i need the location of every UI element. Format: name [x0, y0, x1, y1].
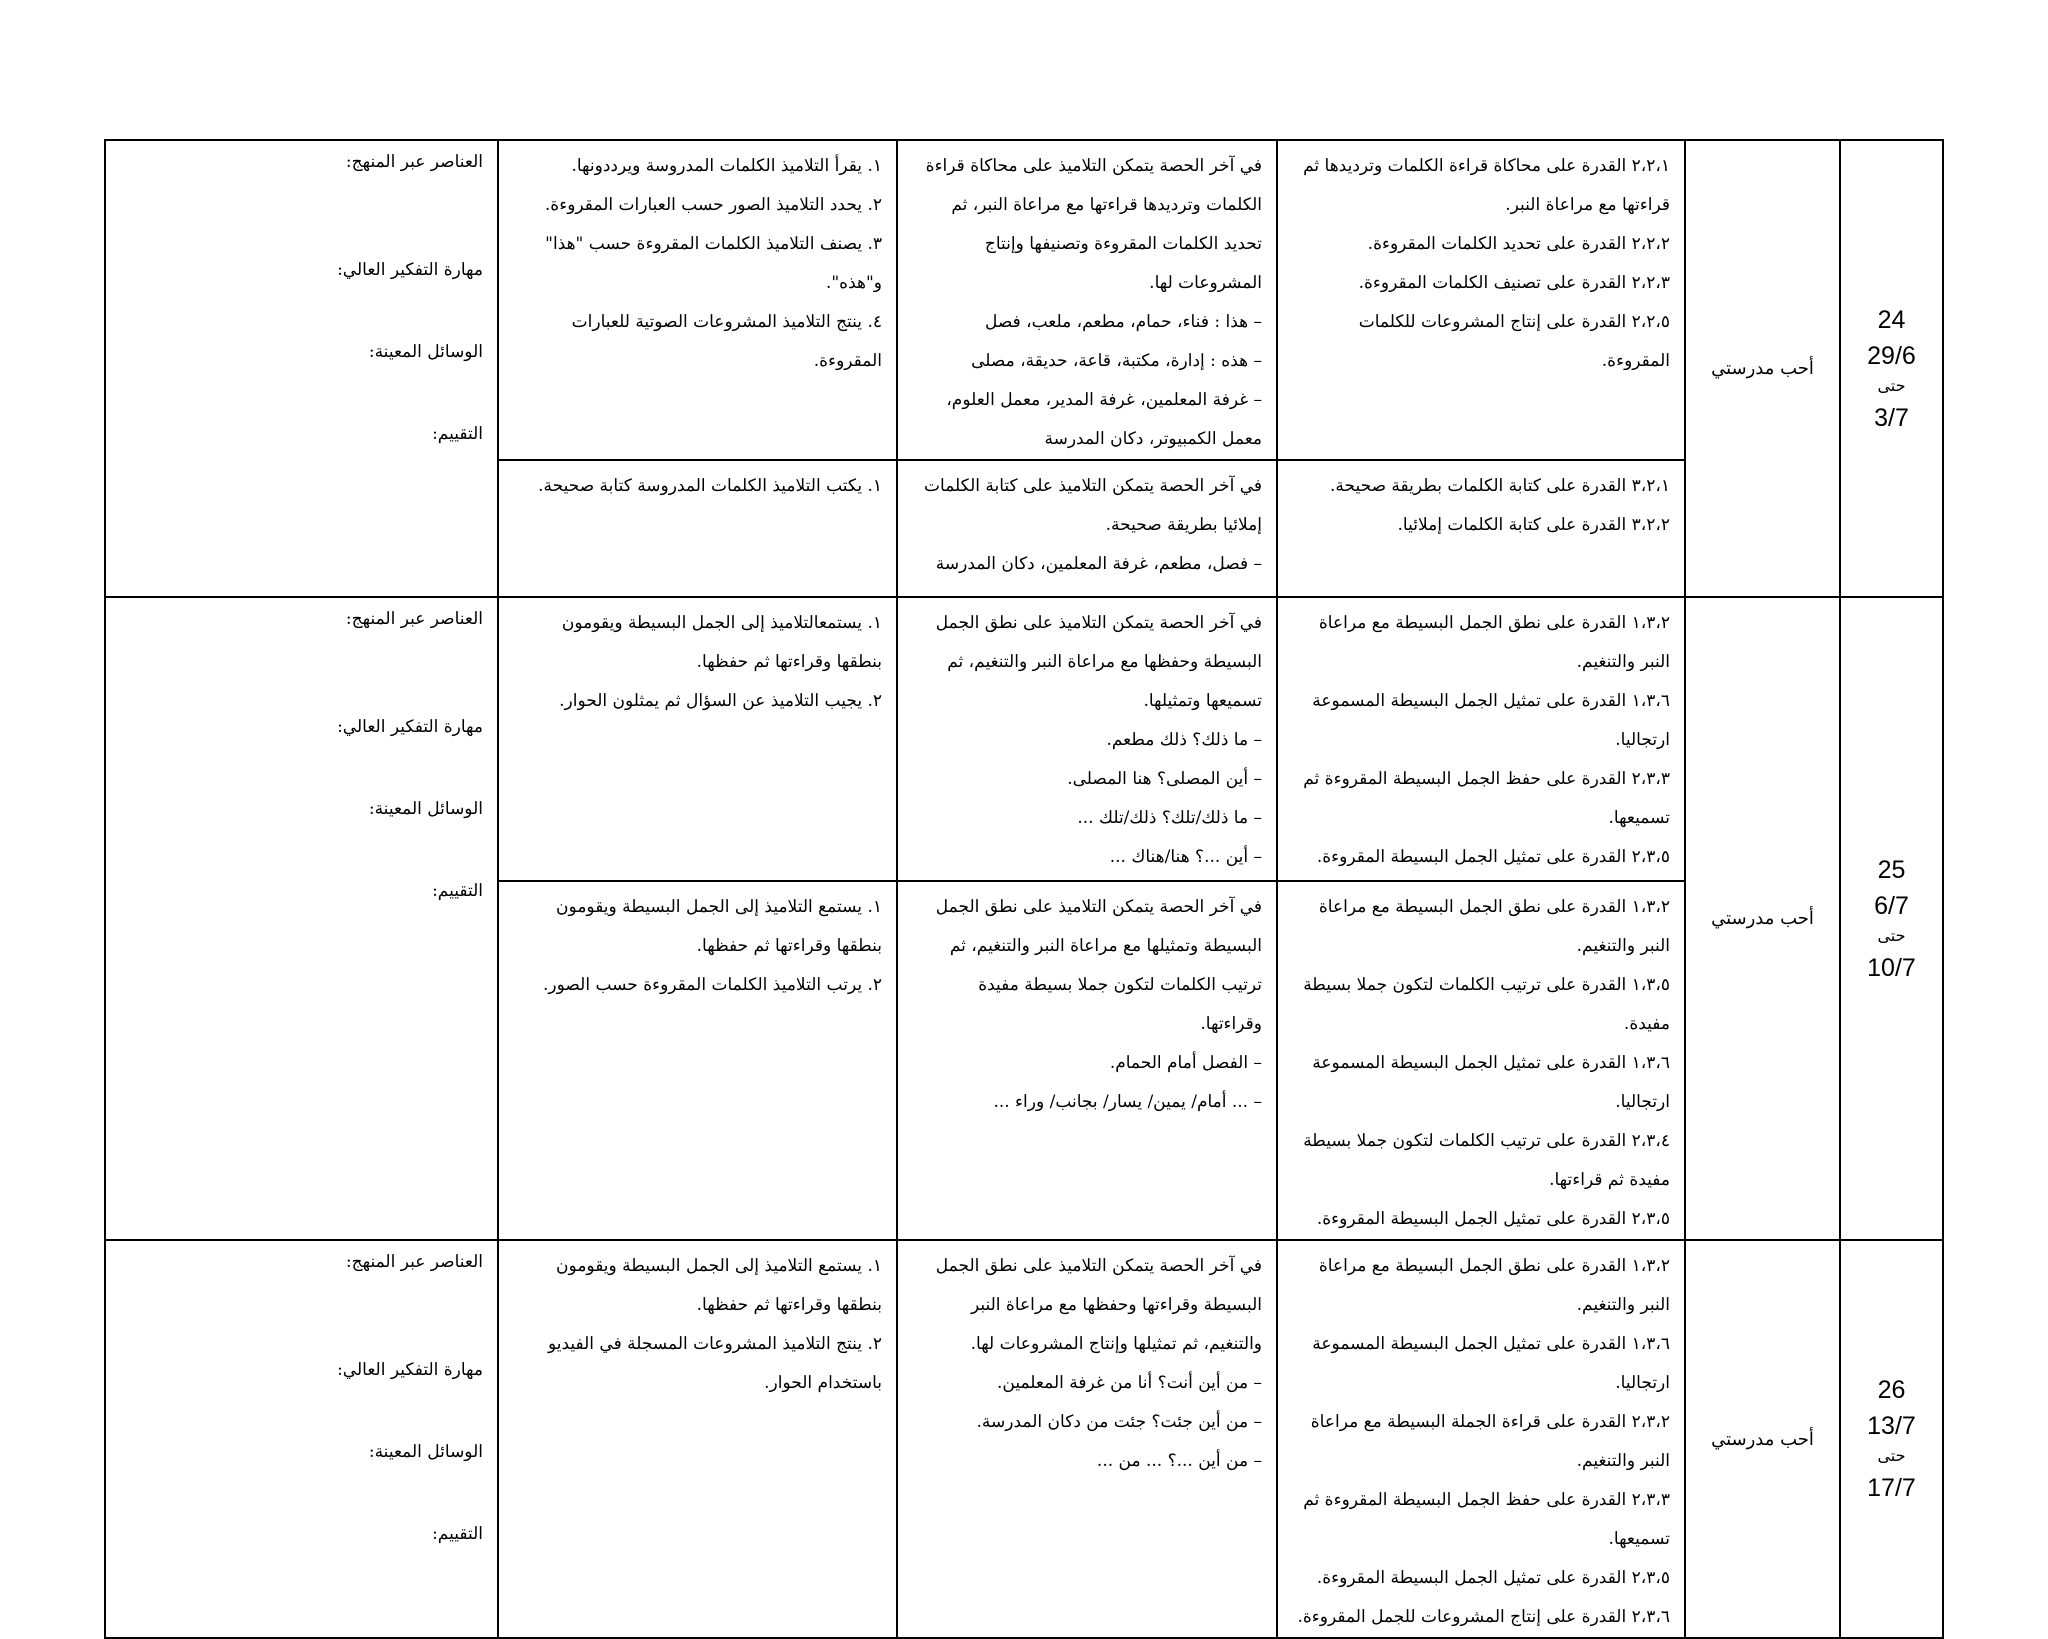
- notes-cell: [105, 140, 498, 597]
- objective-item: – هذا : فناء، حمام، مطعم، ملعب، فصل: [984, 312, 1262, 332]
- standard-item: ٢،٣،٥ القدرة على تمثيل الجمل البسيطة المقروءة.: [1316, 847, 1670, 867]
- week-number: 26: [1877, 1376, 1906, 1404]
- activity-item: ١. يقرأ التلاميذ الكلمات المدروسة ويرددونها.: [571, 156, 882, 176]
- standard-item: ١،٣،٦ القدرة على تمثيل الجمل البسيطة المسموعة ارتجاليا.: [1312, 691, 1670, 750]
- theme-title: أحب مدرستي: [1711, 908, 1814, 929]
- lesson-plan-body: [105, 140, 1943, 1638]
- standard-item: ٢،٣،٤ القدرة على ترتيب الكلمات لتكون جملا بسيطة مفيدة ثم قراءتها.: [1303, 1131, 1670, 1190]
- activity-item: ١. يستمع التلاميذ إلى الجمل البسيطة ويقومون بنطقها وقراءتها ثم حفظها.: [556, 1256, 882, 1315]
- objective-item: – ما ذلك؟ ذلك مطعم.: [1106, 730, 1262, 750]
- standard-item: ١،٣،٢ القدرة على نطق الجمل البسيطة مع مراعاة النبر والتنغيم.: [1318, 613, 1670, 672]
- cross-curricular-label: العناصر عبر المنهج:: [345, 609, 483, 629]
- theme-cell: [1685, 597, 1840, 1240]
- standard-item: ١،٣،٢ القدرة على نطق الجمل البسيطة مع مراعاة النبر والتنغيم.: [1318, 897, 1670, 956]
- standards-cell: [1277, 881, 1685, 1240]
- standard-item: ٢،٣،٦ القدرة على إنتاج المشروعات للجمل المقروءة.: [1297, 1607, 1670, 1627]
- standard-item: ٢،٢،٣ القدرة على تصنيف الكلمات المقروءة.: [1358, 273, 1670, 293]
- theme-cell: [1685, 1240, 1840, 1638]
- activity-item: ١. يستمعالتلاميذ إلى الجمل البسيطة ويقومون بنطقها وقراءتها ثم حفظها.: [561, 613, 882, 672]
- teaching-aids-label: الوسائل المعينة:: [368, 342, 483, 362]
- objective-item: – أين ...؟ هنا/هناك ...: [1109, 847, 1262, 867]
- week-cell: [1840, 597, 1943, 1240]
- assessment-label: التقييم:: [432, 424, 483, 444]
- week-start-date: 29/6: [1867, 341, 1916, 370]
- standards-cell: [1277, 140, 1685, 460]
- activity-item: ٢. يحدد التلاميذ الصور حسب العبارات المقروءة.: [544, 195, 882, 215]
- week-start-date: 6/7: [1874, 891, 1909, 920]
- lesson-plan-table: [104, 139, 1944, 1639]
- objective-item: – هذه : إدارة، مكتبة، قاعة، حديقة، مصلى: [971, 351, 1262, 371]
- week-number: 24: [1877, 305, 1906, 334]
- notes-cell: [105, 597, 498, 1240]
- activity-item: ٤. ينتج التلاميذ المشروعات الصوتية للعبارات المقروءة.: [571, 312, 882, 371]
- week-3-row-1: [105, 1240, 1943, 1638]
- standard-item: ٢،٣،٣ القدرة على حفظ الجمل البسيطة المقروءة ثم تسميعها.: [1303, 1490, 1670, 1549]
- standard-item: ٢،٢،٢ القدرة على تحديد الكلمات المقروءة.: [1367, 234, 1670, 254]
- standard-item: ٢،٣،٢ القدرة على قراءة الجملة البسيطة مع مراعاة النبر والتنغيم.: [1310, 1412, 1670, 1471]
- assessment-label: التقييم:: [432, 881, 483, 901]
- activity-item: ٢. ينتج التلاميذ المشروعات المسجلة في الفيديو باستخدام الحوار.: [547, 1334, 882, 1393]
- activity-item: ٢. يجيب التلاميذ عن السؤال ثم يمثلون الحوار.: [559, 691, 882, 711]
- objective-item: – فصل، مطعم، غرفة المعلمين، دكان المدرسة: [935, 554, 1262, 574]
- activities-cell: [498, 140, 897, 460]
- week-cell: [1840, 1240, 1943, 1638]
- objective-item: في آخر الحصة يتمكن التلاميذ على نطق الجمل البسيطة وتمثيلها مع مراعاة النبر والتنغيم، ثم ترتيب الكلمات لتكون جملا بسيطة مفيدة وقراءتها.: [935, 897, 1262, 1034]
- objective-item: – غرفة المعلمين، غرفة المدير، معمل العلوم، معمل الكمبيوتر، دكان المدرسة: [946, 390, 1262, 449]
- standard-item: ١،٣،٥ القدرة على ترتيب الكلمات لتكون جملا بسيطة مفيدة.: [1303, 975, 1670, 1034]
- objectives-cell: [897, 140, 1277, 460]
- teaching-aids-label: الوسائل المعينة:: [368, 799, 483, 819]
- week-until-label: حتى: [1877, 1448, 1906, 1465]
- cross-curricular-label: العناصر عبر المنهج:: [345, 1252, 483, 1272]
- objective-item: – أين المصلى؟ هنا المصلى.: [1067, 769, 1262, 789]
- objective-item: في آخر الحصة يتمكن التلاميذ على محاكاة قراءة الكلمات وترديدها قراءتها مع مراعاة النبر، ثم تحديد الكلمات المقروءة وتصنيفها وإنتاج المشروعات لها.: [925, 156, 1262, 293]
- standard-item: ٢،٢،١ القدرة على محاكاة قراءة الكلمات وترديدها ثم قراءتها مع مراعاة النبر.: [1303, 156, 1670, 215]
- objective-item: – ما ذلك/تلك؟ ذلك/تلك ...: [1077, 808, 1262, 828]
- activities-cell: [498, 460, 897, 597]
- theme-cell: [1685, 140, 1840, 597]
- standard-item: ٣،٢،١ القدرة على كتابة الكلمات بطريقة صحيحة.: [1330, 476, 1670, 496]
- objective-item: – من أين جئت؟ جئت من دكان المدرسة.: [976, 1412, 1262, 1432]
- week-until-label: حتى: [1877, 377, 1906, 395]
- objective-item: – من أين أنت؟ أنا من غرفة المعلمين.: [997, 1373, 1262, 1393]
- objective-item: – من أين ...؟ ... من ...: [1096, 1451, 1262, 1471]
- theme-title: أحب مدرستي: [1711, 358, 1814, 379]
- objectives-cell: [897, 597, 1277, 881]
- objectives-cell: [897, 460, 1277, 597]
- standard-item: ٢،٣،٣ القدرة على حفظ الجمل البسيطة المقروءة ثم تسميعها.: [1303, 769, 1670, 828]
- assessment-label: التقييم:: [432, 1524, 483, 1544]
- theme-title: أحب مدرستي: [1711, 1428, 1814, 1450]
- activity-item: ٣. يصنف التلاميذ الكلمات المقروءة حسب "هذا" و"هذه".: [545, 234, 882, 293]
- higher-thinking-label: مهارة التفكير العالي:: [337, 260, 483, 280]
- objectives-cell: [897, 881, 1277, 1240]
- objective-item: – ... أمام/ يمين/ يسار/ بجانب/ وراء ...: [993, 1092, 1262, 1112]
- activity-item: ١. يستمع التلاميذ إلى الجمل البسيطة ويقومون بنطقها وقراءتها ثم حفظها.: [556, 897, 882, 956]
- objective-item: – الفصل أمام الحمام.: [1109, 1053, 1262, 1073]
- activities-cell: [498, 881, 897, 1240]
- week-until-label: حتى: [1877, 927, 1906, 945]
- week-end-date: 3/7: [1874, 403, 1909, 432]
- week-end-date: 17/7: [1867, 1474, 1916, 1502]
- week-2-row-1: [105, 597, 1943, 881]
- standard-item: ٣،٢،٢ القدرة على كتابة الكلمات إملائيا.: [1397, 515, 1670, 535]
- standard-item: ١،٣،٢ القدرة على نطق الجمل البسيطة مع مراعاة النبر والتنغيم.: [1318, 1256, 1670, 1315]
- standard-item: ١،٣،٦ القدرة على تمثيل الجمل البسيطة المسموعة ارتجاليا.: [1312, 1334, 1670, 1393]
- notes-cell: [105, 1240, 498, 1638]
- standards-cell: [1277, 460, 1685, 597]
- objective-item: في آخر الحصة يتمكن التلاميذ على نطق الجمل البسيطة وقراءتها وحفظها مع مراعاة النبر والتنغيم، ثم تمثيلها وإنتاج المشروعات لها.: [935, 1256, 1262, 1354]
- cross-curricular-label: العناصر عبر المنهج:: [345, 152, 483, 172]
- week-number: 25: [1877, 855, 1906, 884]
- week-1-row-1: [105, 140, 1943, 460]
- teaching-aids-label: الوسائل المعينة:: [368, 1442, 483, 1462]
- activities-cell: [498, 597, 897, 881]
- objective-item: في آخر الحصة يتمكن التلاميذ على نطق الجمل البسيطة وحفظها مع مراعاة النبر والتنغيم، ثم تسميعها وتمثيلها.: [935, 613, 1262, 711]
- standards-cell: [1277, 597, 1685, 881]
- week-start-date: 13/7: [1867, 1412, 1916, 1440]
- higher-thinking-label: مهارة التفكير العالي:: [337, 1360, 483, 1380]
- standard-item: ٢،٢،٥ القدرة على إنتاج المشروعات للكلمات المقروءة.: [1358, 312, 1670, 371]
- objective-item: في آخر الحصة يتمكن التلاميذ على كتابة الكلمات إملائيا بطريقة صحيحة.: [924, 476, 1262, 535]
- week-end-date: 10/7: [1867, 953, 1916, 982]
- activity-item: ١. يكتب التلاميذ الكلمات المدروسة كتابة صحيحة.: [538, 476, 882, 496]
- standard-item: ٢،٣،٥ القدرة على تمثيل الجمل البسيطة المقروءة.: [1316, 1568, 1670, 1588]
- standard-item: ٢،٣،٥ القدرة على تمثيل الجمل البسيطة المقروءة.: [1316, 1209, 1670, 1229]
- activity-item: ٢. يرتب التلاميذ الكلمات المقروءة حسب الصور.: [543, 975, 882, 995]
- week-cell: [1840, 140, 1943, 597]
- activities-cell: [498, 1240, 897, 1638]
- objectives-cell: [897, 1240, 1277, 1638]
- higher-thinking-label: مهارة التفكير العالي:: [337, 717, 483, 737]
- standards-cell: [1277, 1240, 1685, 1638]
- standard-item: ١،٣،٦ القدرة على تمثيل الجمل البسيطة المسموعة ارتجاليا.: [1312, 1053, 1670, 1112]
